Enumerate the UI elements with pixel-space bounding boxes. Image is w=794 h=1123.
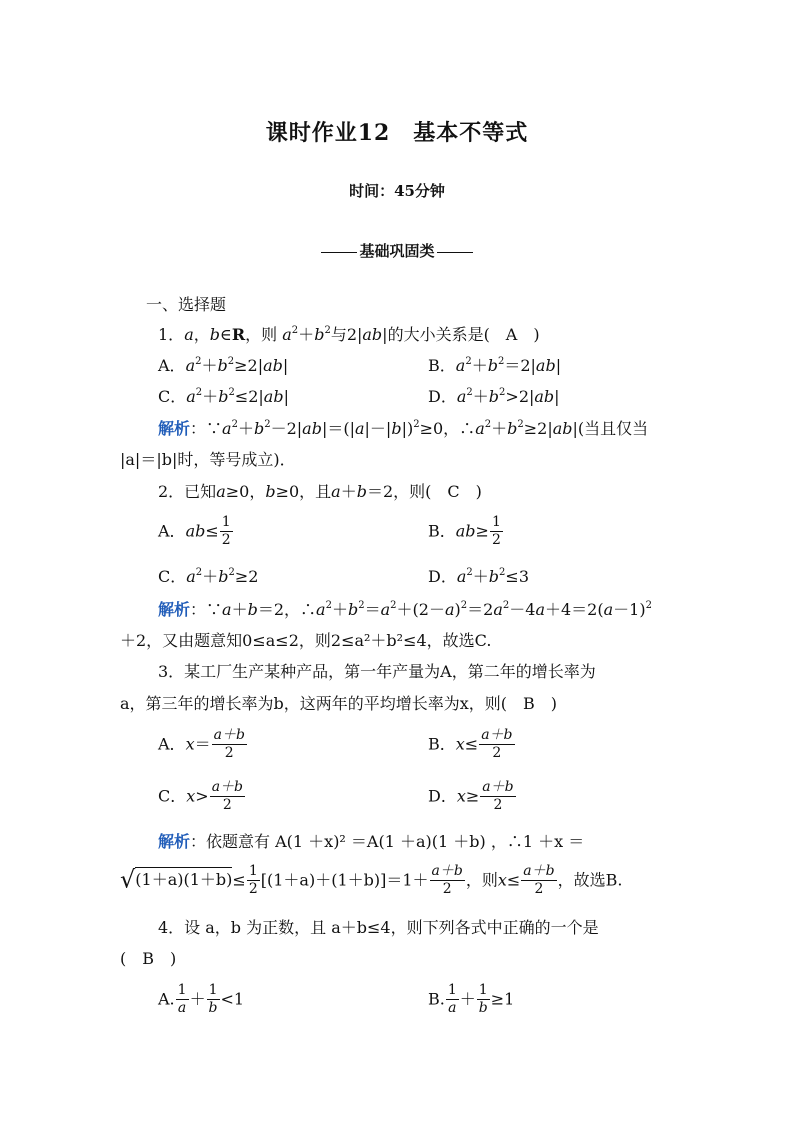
q2-option-d: D．$a^2+b^2\le 3$ xyxy=(428,567,529,586)
fraction: $\frac{a+b}{2}$ xyxy=(481,727,513,762)
q2-solution-line-1: 解析：∵a＋b＝2，$\therefore a^2+b^2=a^2+(2-a)^2=2a^2-4a+4=2(a-1)^2$ xyxy=(158,600,652,619)
fraction: $\frac{1}{2}$ xyxy=(491,514,501,549)
q4-option-a: A. $\frac{1}{a}$ ＋ $\frac{1}{b}$ <1 xyxy=(158,982,245,1017)
q3-option-a: A．x＝ $\frac{a+b}{2}$ xyxy=(158,727,245,762)
q3-solution-line-1: 解析：依题意有 A(1 ＋x)² ＝A(1 ＋a)(1 ＋b) ，∴1 ＋x ＝ xyxy=(158,832,585,851)
fraction: $\frac{a+b}{2}$ xyxy=(431,863,463,898)
time-limit: 时间：45分钟 xyxy=(349,182,445,200)
section-title: 基础巩固类 xyxy=(359,242,435,260)
sqrt-sign: √ xyxy=(120,865,136,894)
q1-solution-line-2: |a|＝|b|时，等号成立)． xyxy=(120,450,296,469)
question-2-stem: 2．已知a≥0，b≥0，且a＋b＝2，则( C ) xyxy=(158,482,482,501)
question-4-line-1: 4．设 a，b 为正数，且 a＋b≤4，则下列各式中正确的一个是 xyxy=(158,918,599,937)
fraction: $\frac{1}{a}$ xyxy=(447,982,457,1017)
q1-option-d: D．$a^2+b^2>2|ab|$ xyxy=(428,387,560,406)
q3-option-c: C．x> $\frac{a+b}{2}$ xyxy=(158,779,243,814)
fraction: $\frac{1}{b}$ xyxy=(478,982,488,1017)
q3-solution-line-2: √(1＋a)(1＋b)≤ $\frac{1}{2}$ [(1＋a)＋(1＋b)]＝1＋ $\frac{a+b}{2}$ ，则x≤ $\frac{a+b}{2}$ ，故选B. xyxy=(120,863,623,898)
question-1-stem: 1．a，b∈R，则 $a^2+b^2$与2|ab|的大小关系是( A ) xyxy=(158,325,540,344)
q4-option-b: B. $\frac{1}{a}$ ＋ $\frac{1}{b}$ ≥1 xyxy=(428,982,515,1017)
question-4-line-2: ( B ) xyxy=(120,949,177,968)
page-title: 课时作业12 基本不等式 xyxy=(265,120,529,146)
q1-option-b: B．$a^2+b^2=2|ab|$ xyxy=(428,356,562,375)
fraction: $\frac{1}{2}$ xyxy=(248,863,258,898)
q1-solution-line-1: 解析：$\because a^2+b^2-2|ab|=(|a|-|b|)^2\ge 0$，$\therefore a^2+b^2\ge 2|ab|$(当且仅当 xyxy=(158,419,649,438)
q2-option-a: A．ab≤ $\frac{1}{2}$ xyxy=(158,514,231,549)
fraction: $\frac{1}{2}$ xyxy=(221,514,231,549)
fraction: $\frac{1}{a}$ xyxy=(177,982,187,1017)
question-3-line-2: a，第三年的增长率为b，这两年的平均增长率为x，则( B ) xyxy=(120,694,558,713)
q2-solution-line-2: ＋2，又由题意知0≤a≤2，则2≤a²＋b²≤4，故选C. xyxy=(120,631,492,650)
part-heading: 一、选择题 xyxy=(146,295,227,314)
fraction: $\frac{1}{b}$ xyxy=(208,982,218,1017)
section-heading xyxy=(0,244,794,259)
q3-option-b: B．x≤ $\frac{a+b}{2}$ xyxy=(428,727,513,762)
fraction: $\frac{a+b}{2}$ xyxy=(211,779,243,814)
q1-option-a: A．$a^2+b^2\ge 2|ab|$ xyxy=(158,356,289,375)
question-3-line-1: 3．某工厂生产某种产品，第一年产量为A，第二年的增长率为 xyxy=(158,662,596,681)
q2-option-b: B．ab≥ $\frac{1}{2}$ xyxy=(428,514,501,549)
q2-option-c: C．$a^2+b^2\ge 2$ xyxy=(158,567,259,586)
fraction: $\frac{a+b}{2}$ xyxy=(482,779,514,814)
q3-option-d: D．x≥ $\frac{a+b}{2}$ xyxy=(428,779,514,814)
q1-option-c: C．$a^2+b^2\le 2|ab|$ xyxy=(158,387,289,406)
fraction: $\frac{a+b}{2}$ xyxy=(523,863,555,898)
fraction: $\frac{a+b}{2}$ xyxy=(213,727,245,762)
